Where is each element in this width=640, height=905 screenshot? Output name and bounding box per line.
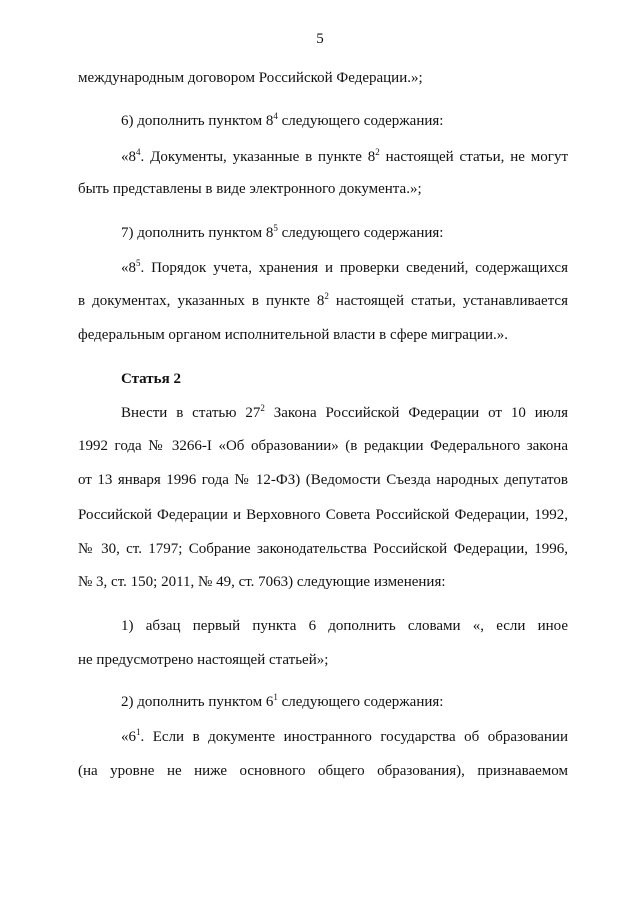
text-line: «$6^1$. Если в документе иностранного государства об образовании xyxy=(121,727,568,745)
text-line: № 30, ст. 1797; Собрание законодательства Российской Федерации, 1996, xyxy=(78,541,568,557)
text-line: в документах, указанных в пункте $8^2$ настоящей статьи, устанавливается xyxy=(78,291,568,309)
text-line: (на уровне не ниже основного общего образования), признаваемом xyxy=(78,763,568,779)
text-line: международным договором Российской Федерации.»; xyxy=(78,70,423,86)
page-number: 5 xyxy=(316,31,324,47)
text-line: «$8^4$. Документы, указанные в пункте $8^2$ настоящей статьи, не могут xyxy=(121,147,569,165)
text-line: 1992 года № 3266-I «Об образовании» (в редакции Федерального закона xyxy=(78,438,568,454)
text-line: федеральным органом исполнительной власти в сфере миграции.». xyxy=(78,327,509,343)
text-line: «$8^5$. Порядок учета, хранения и проверки сведений, содержащихся xyxy=(121,258,568,276)
text-line: не предусмотрено настоящей статьей»; xyxy=(78,652,329,668)
text-line: 6) дополнить пунктом $8^4$ следующего содержания: xyxy=(121,111,444,129)
text-line: 2) дополнить пунктом $6^1$ следующего содержания: xyxy=(121,692,444,710)
text-line: 1) абзац первый пункта 6 дополнить словами «, если иное xyxy=(121,618,568,634)
text-line: от 13 января 1996 года № 12-ФЗ) (Ведомости Съезда народных депутатов xyxy=(78,472,568,488)
text-line: № 3, ст. 150; 2011, № 49, ст. 7063) следующие изменения: xyxy=(78,574,446,590)
text-line: Внести в статью $27^2$ Закона Российской Федерации от 10 июля xyxy=(121,403,569,421)
text-line: Российской Федерации и Верховного Совета Российской Федерации, 1992, xyxy=(78,507,568,523)
section-heading: Статья 2 xyxy=(121,371,181,387)
text-line: 7) дополнить пунктом $8^5$ следующего содержания: xyxy=(121,223,444,241)
text-line: быть представлены в виде электронного документа.»; xyxy=(78,181,422,197)
